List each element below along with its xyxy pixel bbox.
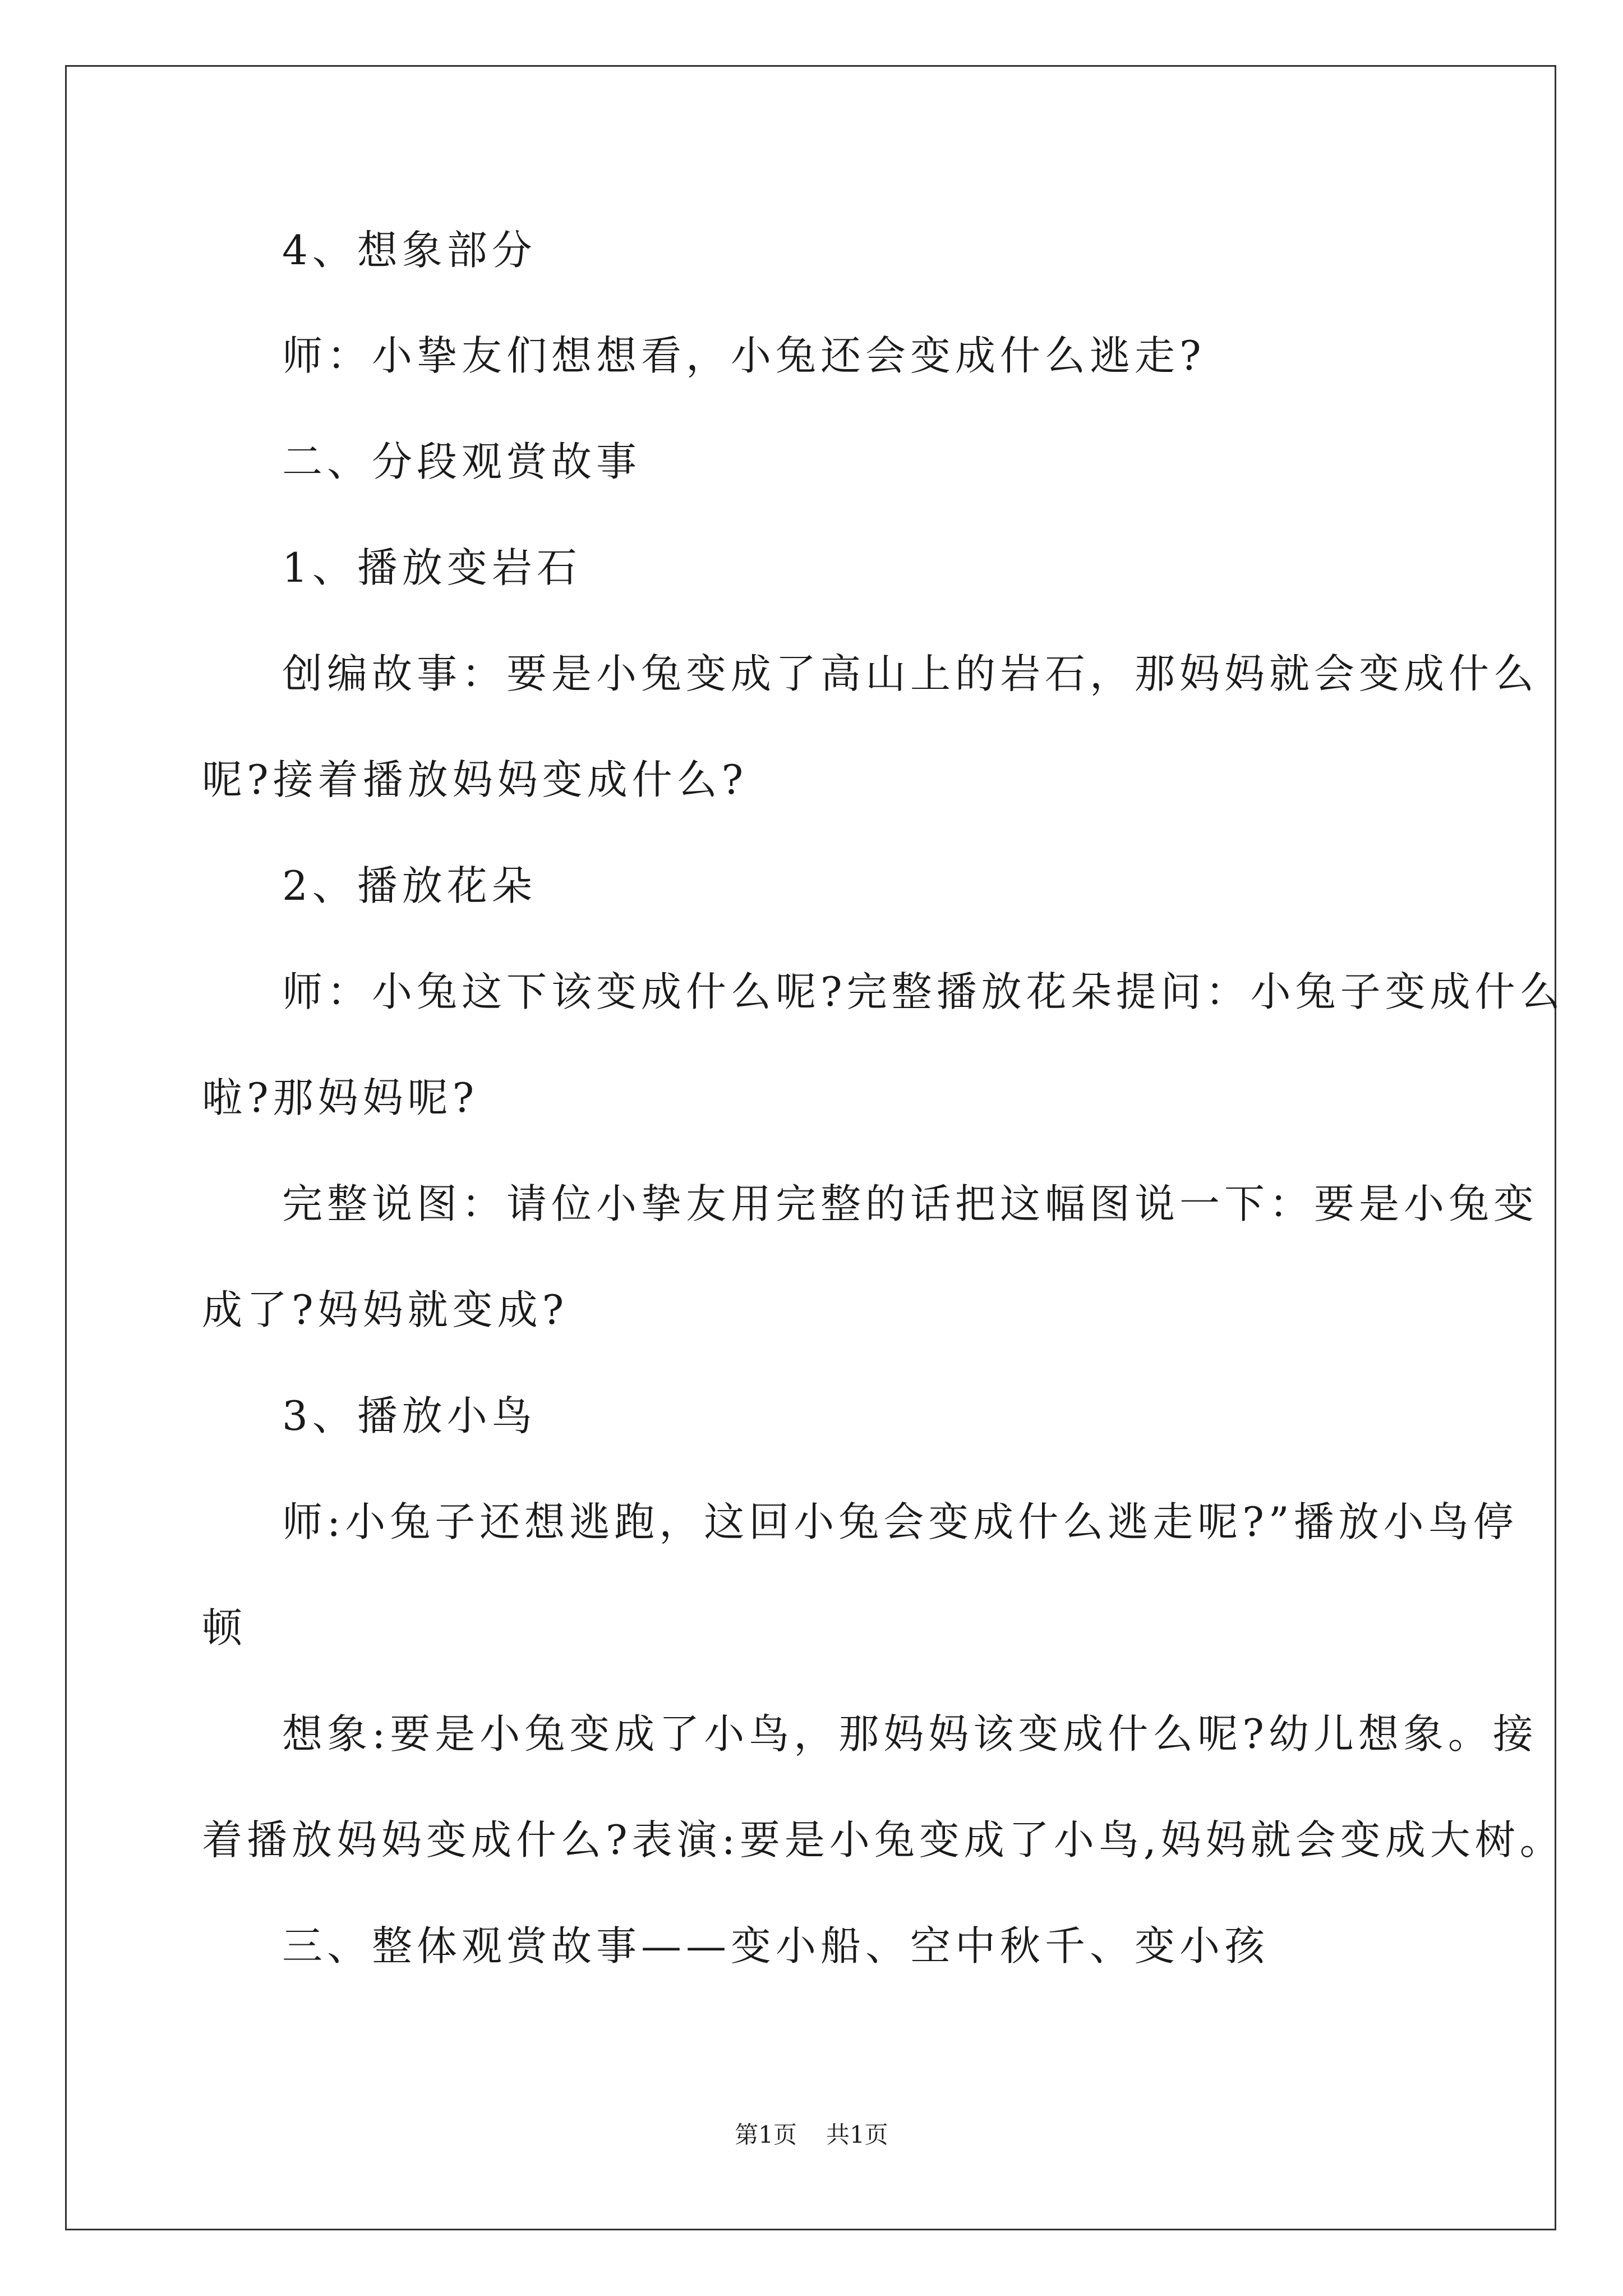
section-heading: 三、整体观赏故事——变小船、空中秋千、变小孩 xyxy=(282,1922,1270,1970)
page-number-current: 第1页 xyxy=(735,2121,797,2148)
paragraph-continuation: 呢?接着播放妈妈变成什么? xyxy=(202,756,748,803)
section-heading: 3、播放小鸟 xyxy=(282,1392,537,1439)
paragraph: 完整说图：请位小挚友用完整的话把这幅图说一下：要是小兔变 xyxy=(282,1180,1539,1227)
section-heading: 2、播放花朵 xyxy=(282,862,537,909)
page-border xyxy=(65,65,1565,2230)
paragraph-continuation: 啦?那妈妈呢? xyxy=(202,1074,479,1121)
page-number-total: 共1页 xyxy=(826,2121,888,2148)
paragraph: 师：小兔这下该变成什么呢?完整播放花朵提问：小兔子变成什么 xyxy=(282,968,1565,1015)
paragraph-continuation: 成了?妈妈就变成? xyxy=(202,1286,569,1333)
paragraph: 师：小挚友们想想看，小兔还会变成什么逃走? xyxy=(282,332,1206,379)
section-heading: 1、播放变岩石 xyxy=(282,544,582,591)
paragraph-continuation: 顿 xyxy=(202,1604,247,1651)
paragraph-continuation: 着播放妈妈变成什么?表演:要是小兔变成了小鸟,妈妈就会变成大树。 xyxy=(202,1816,1565,1864)
section-heading: 4、想象部分 xyxy=(282,227,537,274)
paragraph: 师:小兔子还想逃跑，这回小兔会变成什么逃走呢?”播放小鸟停 xyxy=(282,1498,1518,1545)
section-heading: 二、分段观赏故事 xyxy=(282,438,642,485)
paragraph: 想象:要是小兔变成了小鸟，那妈妈该变成什么呢?幼儿想象。接 xyxy=(282,1710,1538,1757)
page-footer xyxy=(0,2116,1623,2150)
paragraph: 创编故事：要是小兔变成了高山上的岩石，那妈妈就会变成什么 xyxy=(282,650,1539,697)
